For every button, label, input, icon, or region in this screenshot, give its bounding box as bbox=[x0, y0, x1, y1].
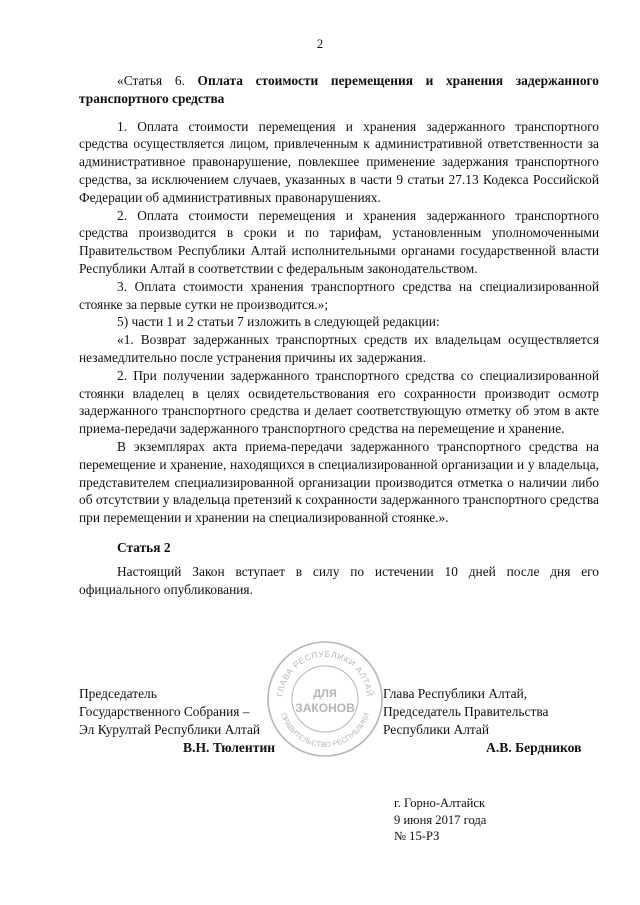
left-position-line2: Государственного Собрания – bbox=[79, 703, 250, 719]
article2-title: Статья 2 bbox=[117, 539, 171, 555]
page-number: 2 bbox=[316, 36, 324, 51]
article6-paragraph-2: 2. Оплата стоимости перемещения и хранения задержанного транспортного средства производится в сроки и по тарифам, установленным уполномоченными Правительством Республики Алтай исполнительными органами государственной власти Республики Алтай в соответствии с федеральным законодательством. bbox=[79, 207, 599, 276]
article6-paragraph-1: 1. Оплата стоимости перемещения и хранения задержанного транспортного средства осуществляется лицом, привлеченным к административной ответственности за административное правонарушение, повлекшее применение задержания транспортного средства, за исключением случаев, указанных в части 9 статьи 27.13 Кодекса Российской Федерации об административных правонарушениях. bbox=[79, 118, 599, 205]
right-position-line2: Председатель Правительства bbox=[383, 703, 549, 719]
article7-paragraph-1: «1. Возврат задержанных транспортных средств их владельцам осуществляется незамедлительно после устранения причины их задержания. bbox=[79, 332, 599, 365]
svg-text:ПРАВИТЕЛЬСТВО РЕСПУБЛИКИ bbox=[279, 712, 371, 749]
signature-right-block bbox=[383, 685, 548, 738]
right-position-line3: Республики Алтай bbox=[383, 721, 490, 737]
article6-title bbox=[79, 72, 599, 108]
right-signatory-name: А.В. Бердников bbox=[486, 740, 582, 755]
stamp-center-line1: ДЛЯ bbox=[313, 688, 337, 700]
article2-text: Настоящий Закон вступает в силу по истечении 10 дней после дня его официального опубликования. bbox=[79, 563, 599, 597]
document-body bbox=[79, 72, 599, 598]
article6-title-prefix: «Статья 6. bbox=[117, 73, 198, 88]
signature-left-block bbox=[79, 685, 260, 738]
article7-paragraph-3: В экземплярах акта приема-передачи задержанного транспортного средства на перемещение и хранение, находящихся в специализированной организации и у владельца, представителем специализированной организации производится отметка о наличии либо об отсутствии у владельца претензий к сохранности задержанного транспортного средства при перемещении и хранении на специализированной стоянке.». bbox=[79, 438, 599, 526]
stamp-bottom-text: ПРАВИТЕЛЬСТВО РЕСПУБЛИКИ bbox=[278, 711, 372, 750]
right-position-line1: Глава Республики Алтай, bbox=[383, 686, 528, 701]
stamp-top-text: ГЛАВА РЕСПУБЛИКИ АЛТАЙ bbox=[275, 648, 376, 698]
article6-title-bold: Оплата стоимости перемещения и хранения задержанного транспортного средства bbox=[79, 73, 599, 106]
article6-paragraph-3: 3. Оплата стоимости хранения транспортного средства на специализированной стоянке за первые сутки не производится.»; bbox=[79, 278, 599, 312]
article7-paragraph-2: 2. При получении задержанного транспортного средства со специализированной стоянки владелец в целях освидетельствования его сохранности производит осмотр задержанного транспортного средства и делает соответствующую отметку об этом в акте приема-передачи задержанного транспортного средства на перемещение и хранение. bbox=[79, 367, 599, 437]
stamp-center-line2: ЗАКОНОВ bbox=[295, 701, 355, 715]
law-number: № 15-РЗ bbox=[394, 829, 440, 843]
place-date: 9 июня 2017 года bbox=[394, 812, 487, 827]
place-date-number bbox=[394, 795, 486, 845]
left-signatory-name: В.Н. Тюлентин bbox=[183, 740, 276, 755]
left-position-line1: Председатель bbox=[79, 686, 157, 701]
left-position-line3: Эл Курултай Республики Алтай bbox=[79, 721, 261, 737]
place-city: г. Горно-Алтайск bbox=[394, 796, 486, 810]
official-stamp bbox=[265, 639, 385, 759]
amendment-paragraph-5: 5) части 1 и 2 статьи 7 изложить в следующей редакции: bbox=[117, 314, 440, 330]
